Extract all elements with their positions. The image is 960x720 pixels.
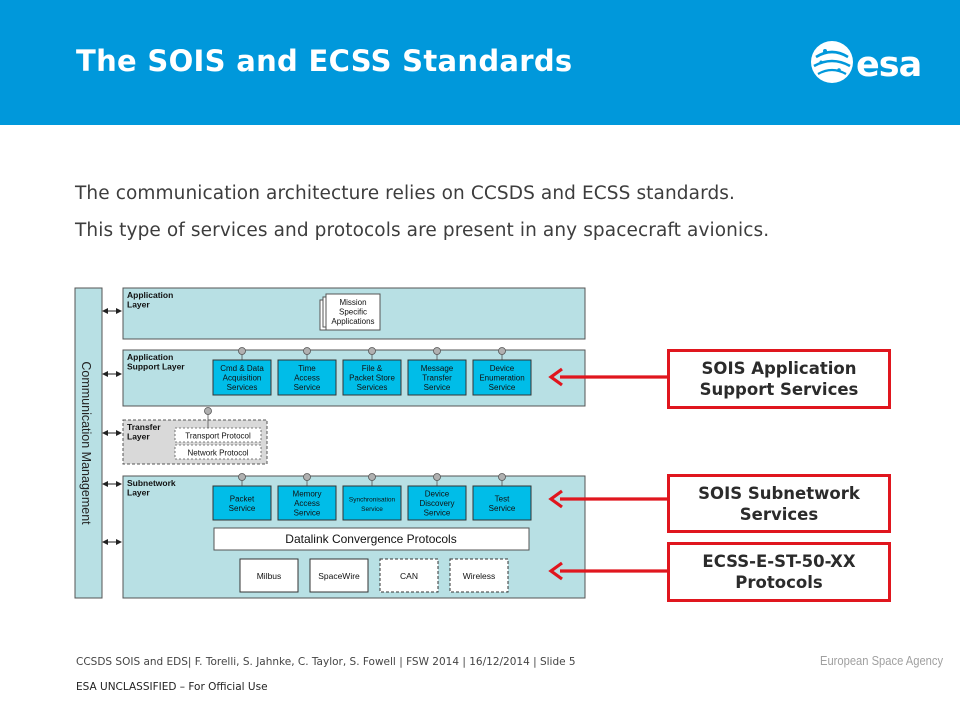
footer-citation: CCSDS SOIS and EDS| F. Torelli, S. Jahnke, C. Taylor, S. Fowell | FSW 2014 | 16/12/2014 | Slide 5 [76, 656, 576, 668]
subnetwork-service-port-icon [499, 474, 506, 481]
transfer-layer-label: Transfer Layer [127, 422, 161, 442]
app-support-service-port-icon [499, 348, 506, 355]
transport-protocol-label: Transport Protocol [185, 431, 251, 441]
app-support-service-port-icon [239, 348, 246, 355]
application-layer-label: Application Layer [127, 290, 174, 310]
comm-arrows [103, 311, 121, 542]
subnetwork-service-port-icon [239, 474, 246, 481]
network-protocol-label: Network Protocol [187, 448, 249, 458]
architecture-diagram [70, 280, 600, 605]
bus-label: CAN [400, 571, 418, 581]
esa-logo [806, 36, 940, 88]
comm-management-label: Communication Management [79, 361, 93, 525]
app-support-service-port-icon [369, 348, 376, 355]
callout-ecss-protocols: ECSS-E-ST-50-XX Protocols [667, 542, 891, 602]
datalink-convergence-label: Datalink Convergence Protocols [285, 532, 457, 546]
app-support-service-label: Device Enumeration Service [479, 364, 525, 392]
subnetwork-service-label: Packet Service [228, 494, 256, 513]
bus-label: SpaceWire [318, 571, 360, 581]
mission-specific-applications-label: Mission Specific Applications [331, 298, 375, 326]
subnetwork-service-label: Memory Access Service [292, 489, 322, 518]
slide-title: The SOIS and ECSS Standards [76, 44, 573, 78]
subnetwork-layer-label: Subnetwork Layer [127, 478, 176, 498]
callout-sois-subnetwork: SOIS Subnetwork Services [667, 474, 891, 533]
intro-line-2: This type of services and protocols are present in any spacecraft avionics. [75, 220, 770, 241]
arrow-subnetwork [548, 489, 670, 509]
arrow-ecss-protocols [548, 561, 670, 581]
app-support-service-label: Cmd & Data Acquisition Services [220, 364, 264, 392]
footer-classification: ESA UNCLASSIFIED – For Official Use [76, 681, 268, 693]
subnetwork-service-port-icon [434, 474, 441, 481]
esa-logo-icon [811, 41, 853, 83]
callout-sois-app-support: SOIS Application Support Services [667, 349, 891, 409]
subnetwork-service-port-icon [304, 474, 311, 481]
app-support-service-label: File & Packet Store Services [349, 364, 395, 392]
esa-logo-text: esa [856, 45, 922, 85]
bus-label: Milbus [256, 571, 282, 581]
subnetwork-service-label: Test Service [488, 494, 516, 513]
subnetwork-service-label: Synchronisation Service [348, 496, 396, 513]
application-support-layer-label: Application Support Layer [127, 352, 185, 372]
app-support-service-port-icon [304, 348, 311, 355]
subnetwork-service-port-icon [369, 474, 376, 481]
app-support-service-label: Message Transfer Service [420, 364, 454, 392]
app-support-service-label: Time Access Service [293, 364, 321, 392]
subnetwork-service-label: Device Discovery Service [419, 489, 455, 518]
intro-line-1: The communication architecture relies on CCSDS and ECSS standards. [75, 183, 736, 204]
bus-label: Wireless [462, 571, 496, 581]
app-support-service-port-icon [434, 348, 441, 355]
arrow-app-support [548, 367, 670, 387]
footer-agency-name: European Space Agency [820, 653, 944, 668]
